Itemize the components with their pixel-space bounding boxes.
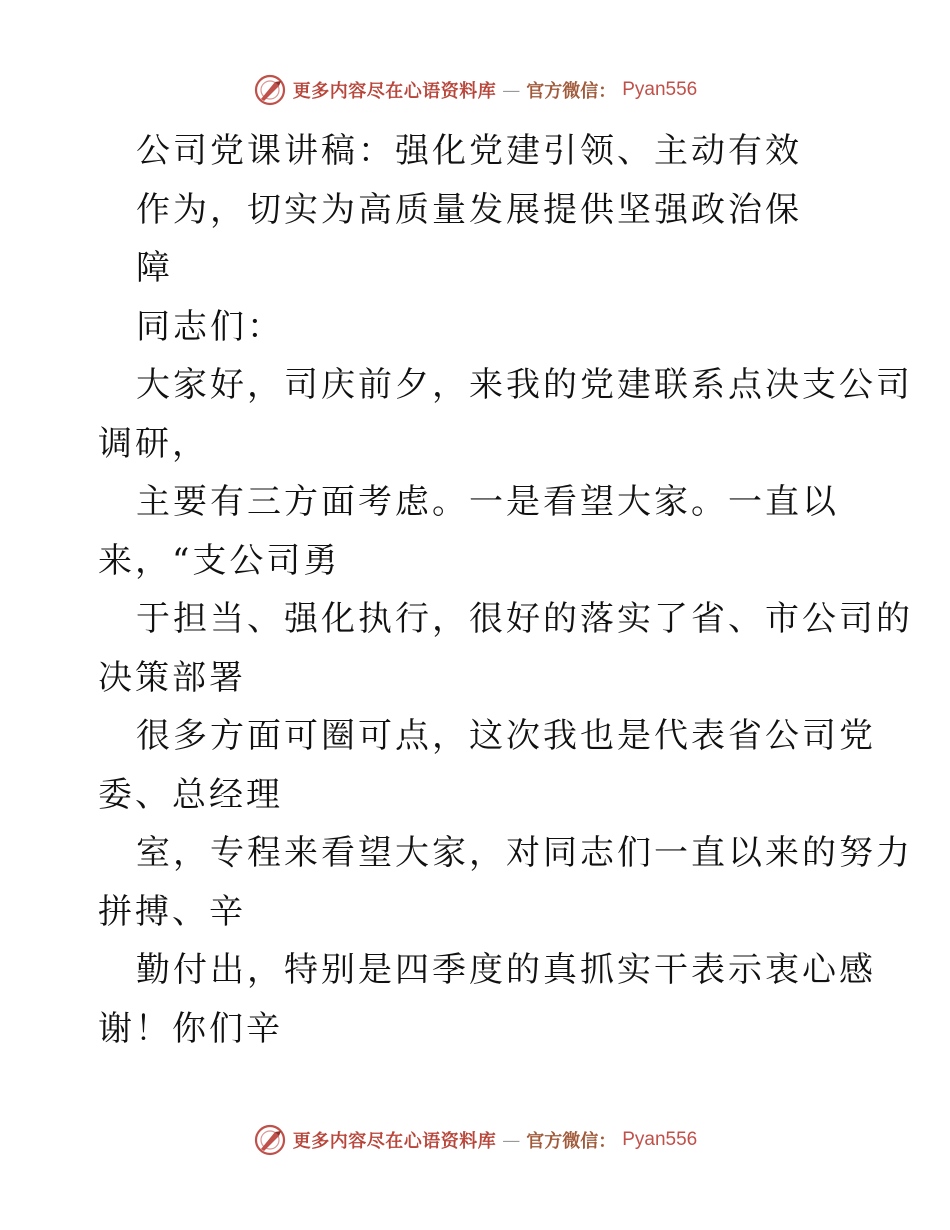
banner-wechat-label: 官方微信： [526,81,617,102]
banner-wechat-id: Pyan556 [622,1129,698,1150]
title-line-3: 障 [136,248,173,288]
banner-dash: — [502,79,521,101]
salutation-line: 同志们： [136,306,284,347]
body-line: 很多方面可圈可点，这次我也是代表省公司党 [136,716,876,756]
body-line: 大家好，司庆前夕，来我的党建联系点决支公司 [136,365,913,405]
body-line: 室，专程来看望大家，对同志们一直以来的努力 [136,833,913,873]
title-line-2: 作为，切实为高质量发展提供坚强政治保 [136,189,802,230]
body-line: 勤付出，特别是四季度的真抓实干表示衷心感 [136,950,876,990]
body-line: 来，“支公司勇 [98,540,341,581]
title-line-1: 公司党课讲稿：强化党建引领、主动有效 [136,131,802,171]
body-line: 谢！你们辛 [98,1008,283,1049]
body-line: 决策部署 [98,657,246,698]
banner-wechat-id: Pyan556 [622,79,698,100]
pen-nib-logo-icon [253,73,287,107]
body-line: 拼搏、辛 [98,891,246,932]
header-banner [0,70,950,110]
body-line: 调研， [98,423,209,464]
pen-nib-logo-icon [253,1123,287,1157]
banner-text: 更多内容尽在心语资料库 [292,1131,497,1152]
banner-dash: — [502,1129,521,1151]
banner-text: 更多内容尽在心语资料库 [292,81,497,102]
document-body [98,122,913,1058]
footer-banner [0,1120,950,1160]
body-line: 主要有三方面考虑。一是看望大家。一直以 [136,482,839,522]
body-line: 委、总经理 [98,774,283,815]
banner-wechat-label: 官方微信： [526,1131,617,1152]
body-line: 于担当、强化执行，很好的落实了省、市公司的 [136,599,913,639]
